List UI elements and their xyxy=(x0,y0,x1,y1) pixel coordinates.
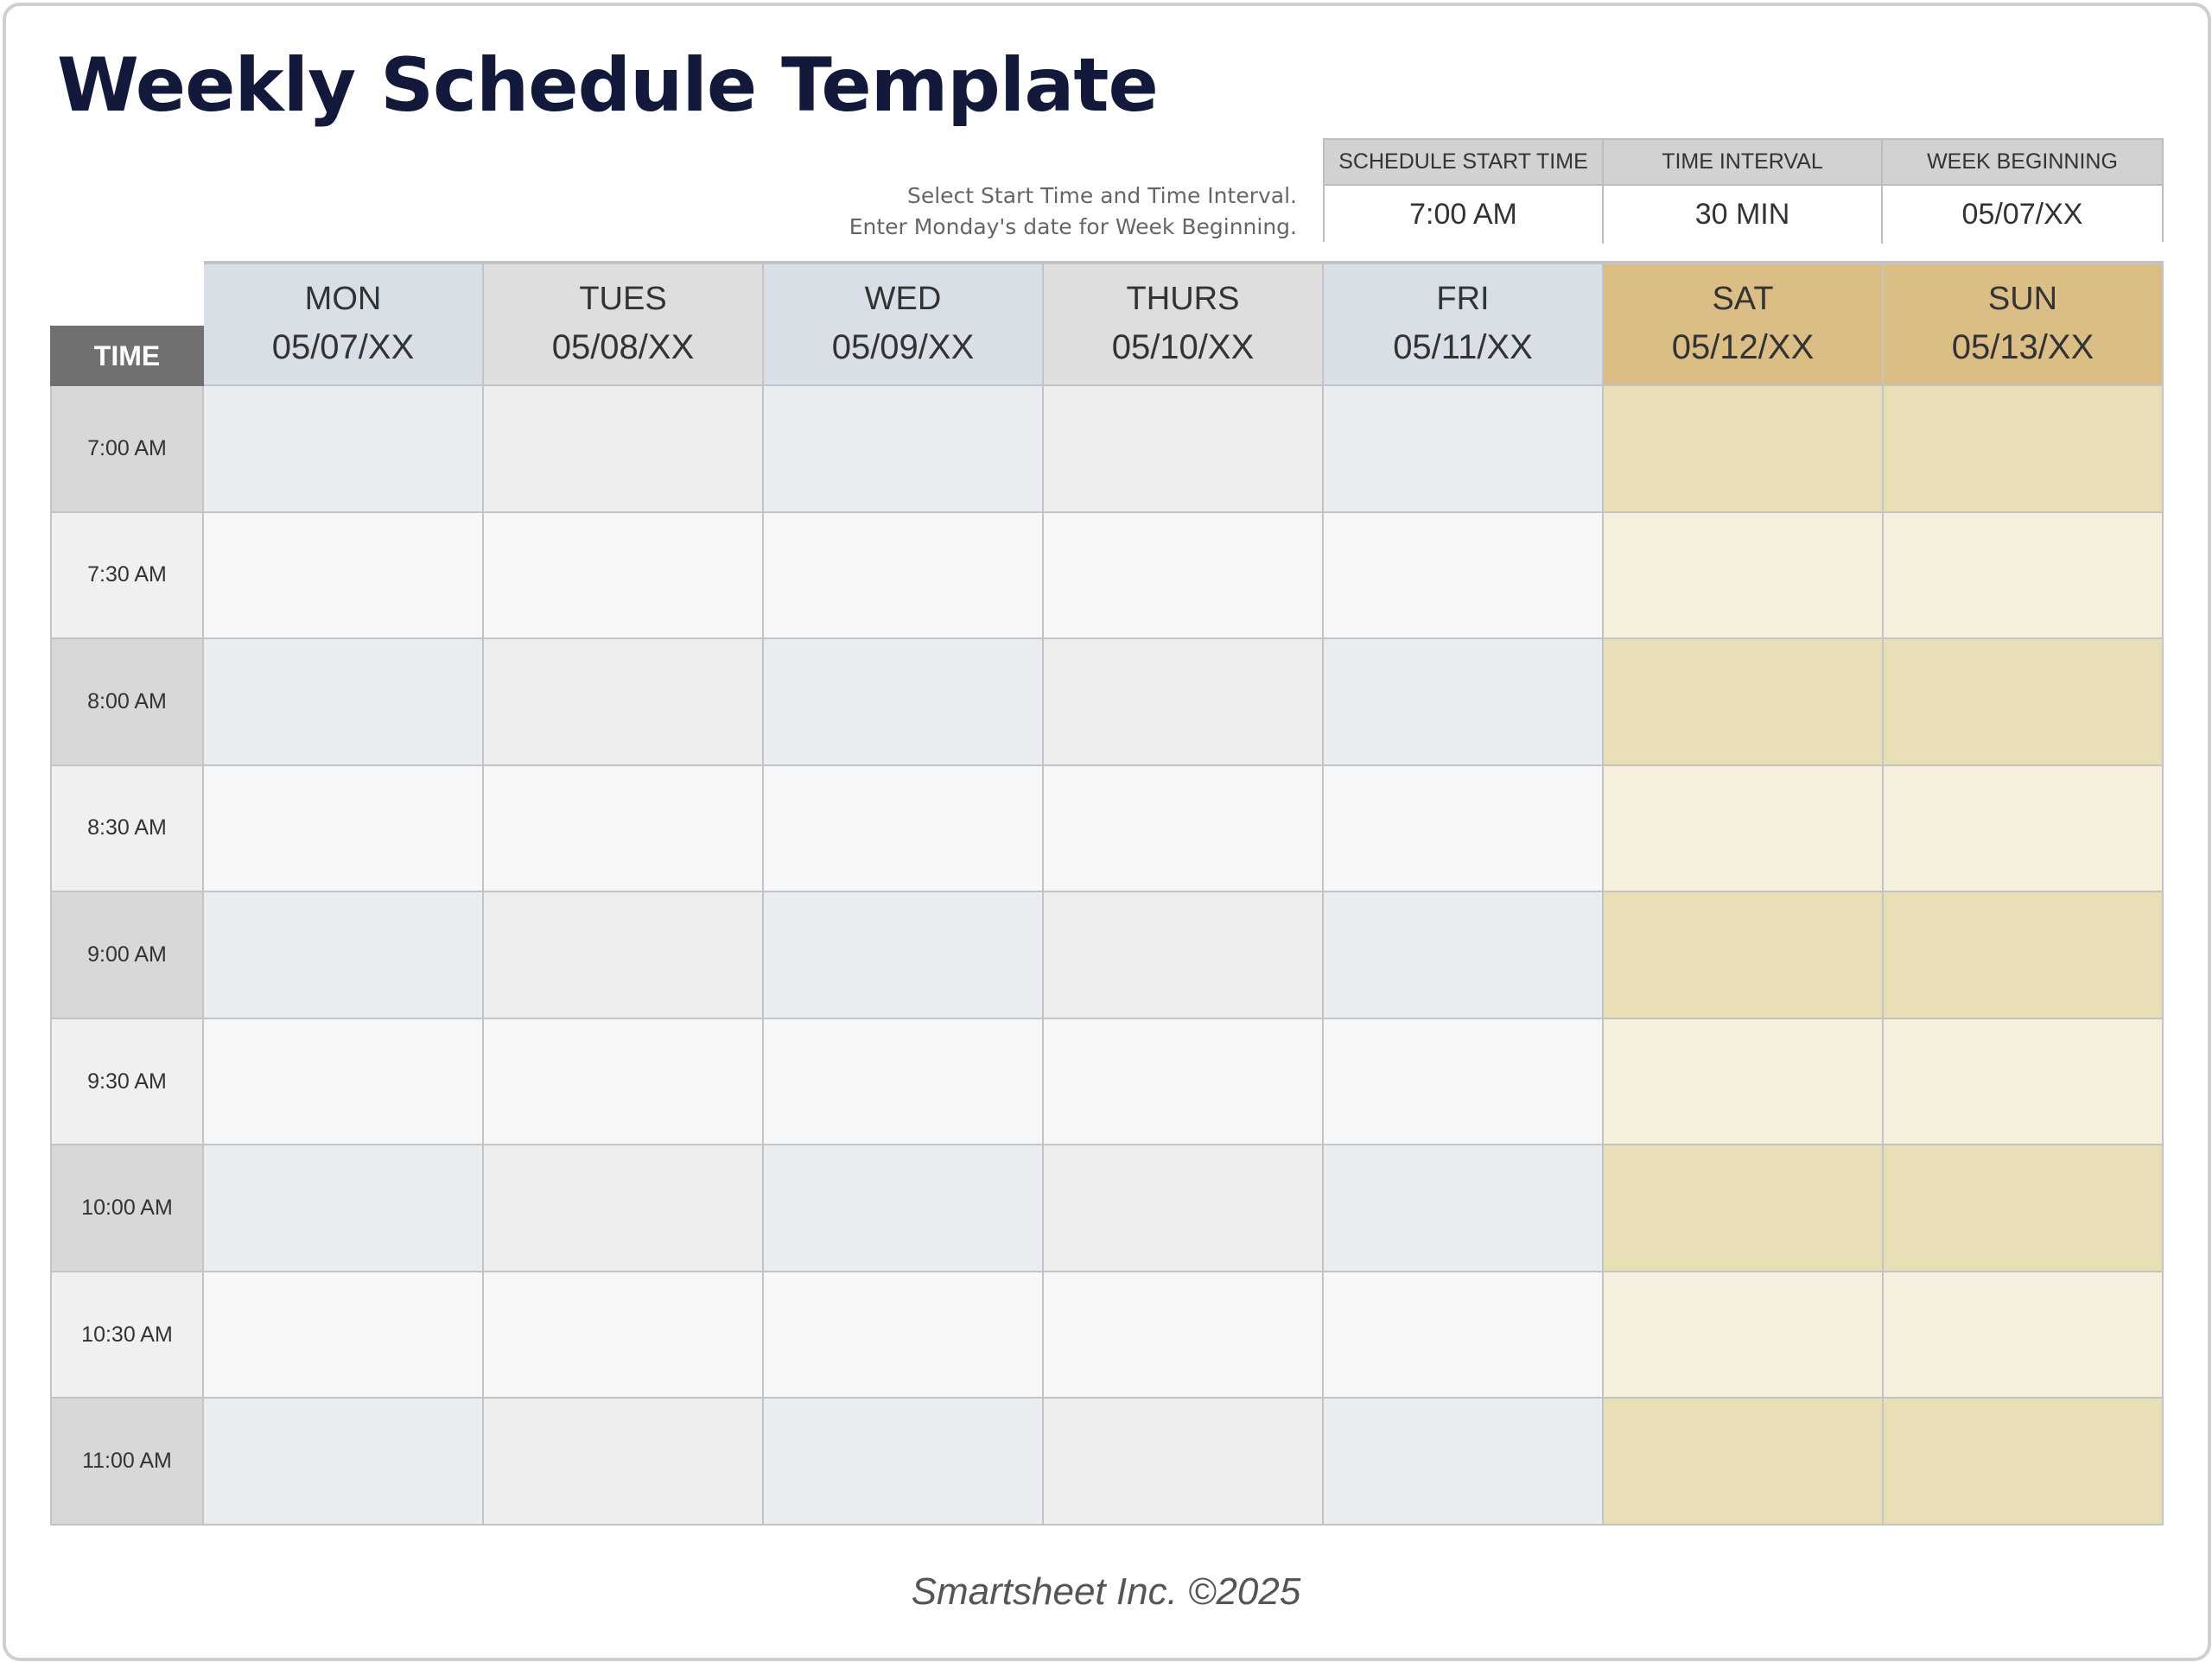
schedule-cell-wed[interactable] xyxy=(764,639,1044,766)
schedule-cell-sun[interactable] xyxy=(1884,1145,2164,1272)
schedule-cell-sun[interactable] xyxy=(1884,1019,2164,1146)
day-name: MON xyxy=(304,280,382,317)
day-name: WED xyxy=(864,280,942,317)
schedule-cell-sun[interactable] xyxy=(1884,1399,2164,1526)
schedule-cell-sun[interactable] xyxy=(1884,513,2164,640)
week-beginning-field[interactable]: 05/07/XX xyxy=(1883,186,2162,244)
schedule-cell-fri[interactable] xyxy=(1324,513,1604,640)
schedule-cell-thurs[interactable] xyxy=(1044,1272,1324,1399)
schedule-cell-thurs[interactable] xyxy=(1044,1019,1324,1146)
schedule-cell-wed[interactable] xyxy=(764,386,1044,513)
time-slot-label: 10:30 AM xyxy=(50,1272,204,1399)
schedule-cell-sat[interactable] xyxy=(1604,892,1884,1019)
schedule-cell-sat[interactable] xyxy=(1604,639,1884,766)
schedule-cell-sat[interactable] xyxy=(1604,1145,1884,1272)
schedule-cell-fri[interactable] xyxy=(1324,1399,1604,1526)
page-title: Weekly Schedule Template xyxy=(57,42,1158,129)
schedule-cell-sun[interactable] xyxy=(1884,386,2164,513)
schedule-cell-sun[interactable] xyxy=(1884,766,2164,893)
schedule-cell-mon[interactable] xyxy=(204,386,484,513)
day-name: SAT xyxy=(1712,280,1774,317)
day-header-thurs xyxy=(1044,261,1324,386)
day-date: 05/10/XX xyxy=(1111,327,1255,366)
schedule-cell-thurs[interactable] xyxy=(1044,639,1324,766)
schedule-cell-mon[interactable] xyxy=(204,766,484,893)
schedule-cell-sat[interactable] xyxy=(1604,513,1884,640)
schedule-cell-thurs[interactable] xyxy=(1044,1145,1324,1272)
day-name: THURS xyxy=(1126,280,1240,317)
day-date: 05/07/XX xyxy=(271,327,415,366)
time-slot-label: 7:30 AM xyxy=(50,513,204,640)
time-slot-label: 9:30 AM xyxy=(50,1019,204,1146)
settings-table xyxy=(1323,138,2164,242)
day-header-tues xyxy=(484,261,764,386)
setting-label-start-time: SCHEDULE START TIME xyxy=(1325,140,1604,186)
schedule-cell-tues[interactable] xyxy=(484,513,764,640)
schedule-cell-fri[interactable] xyxy=(1324,386,1604,513)
schedule-cell-sun[interactable] xyxy=(1884,1272,2164,1399)
day-header-fri xyxy=(1324,261,1604,386)
schedule-cell-thurs[interactable] xyxy=(1044,513,1324,640)
schedule-cell-fri[interactable] xyxy=(1324,639,1604,766)
schedule-cell-mon[interactable] xyxy=(204,1399,484,1526)
schedule-cell-tues[interactable] xyxy=(484,892,764,1019)
schedule-cell-wed[interactable] xyxy=(764,1272,1044,1399)
schedule-cell-fri[interactable] xyxy=(1324,1019,1604,1146)
schedule-cell-tues[interactable] xyxy=(484,386,764,513)
schedule-cell-tues[interactable] xyxy=(484,1145,764,1272)
schedule-cell-tues[interactable] xyxy=(484,1272,764,1399)
day-date: 05/08/XX xyxy=(551,327,695,366)
schedule-cell-tues[interactable] xyxy=(484,639,764,766)
day-header-sat xyxy=(1604,261,1884,386)
schedule-cell-thurs[interactable] xyxy=(1044,892,1324,1019)
schedule-cell-thurs[interactable] xyxy=(1044,386,1324,513)
schedule-cell-mon[interactable] xyxy=(204,1019,484,1146)
schedule-cell-mon[interactable] xyxy=(204,1272,484,1399)
schedule-cell-wed[interactable] xyxy=(764,1399,1044,1526)
schedule-cell-wed[interactable] xyxy=(764,892,1044,1019)
schedule-cell-mon[interactable] xyxy=(204,639,484,766)
schedule-cell-mon[interactable] xyxy=(204,892,484,1019)
day-name: TUES xyxy=(579,280,667,317)
schedule-grid xyxy=(50,261,2164,1526)
schedule-cell-sat[interactable] xyxy=(1604,1399,1884,1526)
day-date: 05/12/XX xyxy=(1671,327,1815,366)
time-column-header: TIME xyxy=(50,326,204,386)
time-interval-select[interactable]: 30 MIN xyxy=(1604,186,1883,244)
time-slot-label: 8:00 AM xyxy=(50,639,204,766)
time-slot-label: 9:00 AM xyxy=(50,892,204,1019)
instruction-line-2: Enter Monday's date for Week Beginning. xyxy=(849,214,1297,239)
schedule-cell-fri[interactable] xyxy=(1324,766,1604,893)
schedule-cell-tues[interactable] xyxy=(484,1399,764,1526)
schedule-cell-thurs[interactable] xyxy=(1044,766,1324,893)
time-slot-label: 11:00 AM xyxy=(50,1399,204,1526)
footer-copyright: Smartsheet Inc. ©2025 xyxy=(911,1570,1301,1613)
schedule-cell-thurs[interactable] xyxy=(1044,1399,1324,1526)
day-header-sun xyxy=(1884,261,2164,386)
schedule-cell-tues[interactable] xyxy=(484,1019,764,1146)
schedule-cell-sun[interactable] xyxy=(1884,639,2164,766)
schedule-cell-sat[interactable] xyxy=(1604,1272,1884,1399)
instruction-line-1: Select Start Time and Time Interval. xyxy=(906,183,1297,208)
schedule-cell-wed[interactable] xyxy=(764,513,1044,640)
schedule-cell-wed[interactable] xyxy=(764,1145,1044,1272)
day-date: 05/09/XX xyxy=(831,327,975,366)
schedule-cell-wed[interactable] xyxy=(764,1019,1044,1146)
schedule-cell-wed[interactable] xyxy=(764,766,1044,893)
schedule-cell-tues[interactable] xyxy=(484,766,764,893)
setting-label-time-interval: TIME INTERVAL xyxy=(1604,140,1883,186)
day-name: FRI xyxy=(1436,280,1490,317)
day-date: 05/11/XX xyxy=(1393,327,1533,366)
schedule-cell-mon[interactable] xyxy=(204,513,484,640)
day-name: SUN xyxy=(1987,280,2058,317)
schedule-cell-fri[interactable] xyxy=(1324,892,1604,1019)
schedule-cell-mon[interactable] xyxy=(204,1145,484,1272)
setting-label-week-beginning: WEEK BEGINNING xyxy=(1883,140,2162,186)
time-slot-label: 7:00 AM xyxy=(50,386,204,513)
schedule-cell-sat[interactable] xyxy=(1604,1019,1884,1146)
schedule-cell-fri[interactable] xyxy=(1324,1145,1604,1272)
schedule-cell-sun[interactable] xyxy=(1884,892,2164,1019)
day-date: 05/13/XX xyxy=(1951,327,2094,366)
schedule-cell-fri[interactable] xyxy=(1324,1272,1604,1399)
time-slot-label: 8:30 AM xyxy=(50,766,204,893)
schedule-cell-sat[interactable] xyxy=(1604,386,1884,513)
day-header-wed xyxy=(764,261,1044,386)
start-time-select[interactable]: 7:00 AM xyxy=(1325,186,1604,244)
schedule-cell-sat[interactable] xyxy=(1604,766,1884,893)
time-slot-label: 10:00 AM xyxy=(50,1145,204,1272)
grid-corner xyxy=(50,261,204,386)
day-header-mon xyxy=(204,261,484,386)
